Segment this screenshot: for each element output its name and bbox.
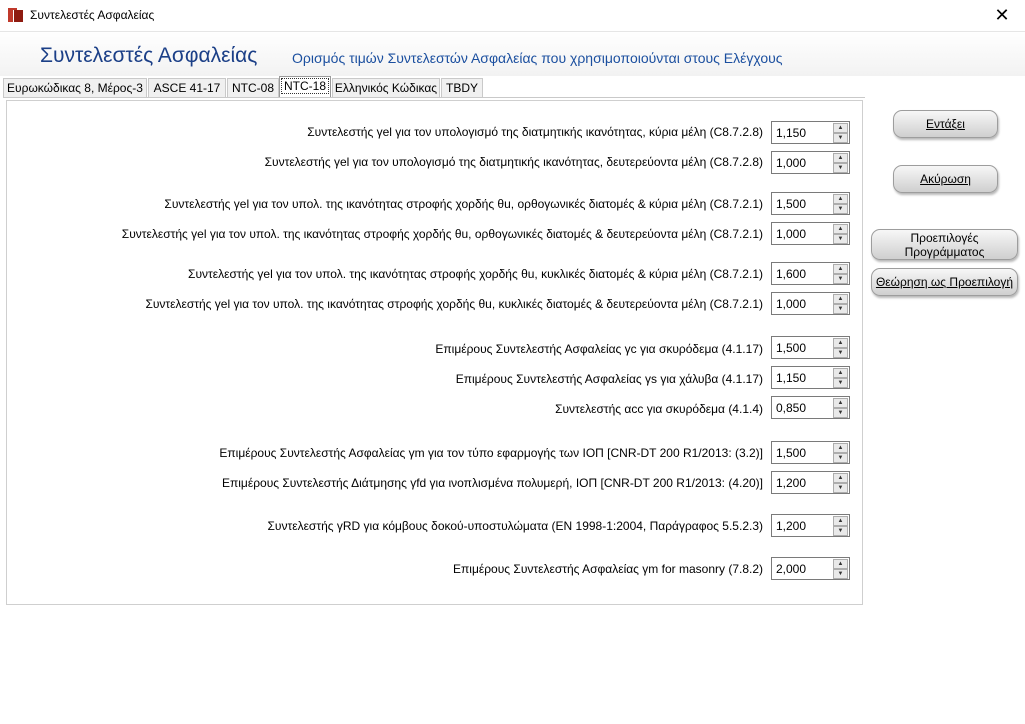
- spin-down-icon[interactable]: ▼: [833, 133, 848, 143]
- spin-up-icon[interactable]: ▲: [833, 264, 848, 274]
- page-subtitle: Ορισμός τιμών Συντελεστών Ασφαλείας που χρησιμοποιούνται στους Ελέγχους: [292, 50, 783, 66]
- tab-ntc08[interactable]: NTC-08: [227, 78, 279, 97]
- row-label: Συντελεστής γel για τον υπολ. της ικανότητας στροφής χορδής θu, κυκλικές διατομές & δευτερεύοντα μέλη (C8.7.2.1): [145, 297, 763, 311]
- app-icon: [8, 8, 22, 22]
- row-label: Επιμέρους Συντελεστής Ασφαλείας γm for masonry (7.8.2): [453, 562, 763, 576]
- row-label: Συντελεστής γel για τον υπολογισμό της διατμητικής ικανότητας, δευτερεύοντα μέλη (C8.7.2.8): [264, 155, 763, 169]
- spin-down-icon[interactable]: ▼: [833, 483, 848, 493]
- page-title: Συντελεστές Ασφαλείας: [40, 44, 258, 67]
- spin-down-icon[interactable]: ▼: [833, 526, 848, 536]
- spin-up-icon[interactable]: ▲: [833, 224, 848, 234]
- spin-down-icon[interactable]: ▼: [833, 569, 848, 579]
- spin-down-icon[interactable]: ▼: [833, 408, 848, 418]
- tab-asce41[interactable]: ASCE 41-17: [148, 78, 226, 97]
- spin-up-icon[interactable]: ▲: [833, 559, 848, 569]
- spin-down-icon[interactable]: ▼: [833, 204, 848, 214]
- row-label: Επιμέρους Συντελεστής Ασφαλείας γc για σκυρόδεμα (4.1.17): [435, 342, 763, 356]
- tab-ntc18[interactable]: NTC-18: [279, 76, 331, 98]
- factor-value[interactable]: 1,500: [776, 197, 807, 211]
- factor-spinbox[interactable]: [771, 557, 850, 580]
- spin-down-icon[interactable]: ▼: [833, 378, 848, 388]
- row-label: Συντελεστής γRD για κόμβους δοκού-υποστυλώματα (EN 1998-1:2004, Παράγραφος 5.5.2.3): [267, 519, 763, 533]
- factor-spinbox[interactable]: [771, 471, 850, 494]
- factor-value[interactable]: 1,200: [776, 519, 807, 533]
- spin-up-icon[interactable]: ▲: [833, 368, 848, 378]
- factor-value[interactable]: 1,500: [776, 341, 807, 355]
- spin-up-icon[interactable]: ▲: [833, 338, 848, 348]
- spin-up-icon[interactable]: ▲: [833, 443, 848, 453]
- factor-value[interactable]: 1,500: [776, 446, 807, 460]
- factor-spinbox[interactable]: [771, 336, 850, 359]
- row-label: Επιμέρους Συντελεστής Ασφαλείας γs για χάλυβα (4.1.17): [455, 372, 763, 386]
- row-label: Συντελεστής γel για τον υπολ. της ικανότητας στροφής χορδής θu, κυκλικές διατομές & κύρια μέλη (C8.7.2.1): [188, 267, 763, 281]
- factor-value[interactable]: 0,850: [776, 401, 807, 415]
- factor-spinbox[interactable]: [771, 396, 850, 419]
- spin-up-icon[interactable]: ▲: [833, 153, 848, 163]
- factor-value[interactable]: 2,000: [776, 562, 807, 576]
- spin-up-icon[interactable]: ▲: [833, 473, 848, 483]
- row-label: Επιμέρους Συντελεστής Ασφαλείας γm για τον τύπο εφαρμογής των ΙΟΠ [CNR-DT 200 R1/2013: (3.2)]: [219, 446, 763, 460]
- factor-spinbox[interactable]: [771, 121, 850, 144]
- row-label: Συντελεστής γel για τον υπολογισμό της διατμητικής ικανότητας, κύρια μέλη (C8.7.2.8): [307, 125, 763, 139]
- set-as-default-button[interactable]: Θεώρηση ως Προεπιλογή: [871, 268, 1018, 296]
- close-button[interactable]: ✕: [994, 5, 1010, 25]
- factor-spinbox[interactable]: [771, 262, 850, 285]
- spin-down-icon[interactable]: ▼: [833, 234, 848, 244]
- factor-value[interactable]: 1,150: [776, 126, 807, 140]
- factor-spinbox[interactable]: [771, 366, 850, 389]
- row-label: Συντελεστής γel για τον υπολ. της ικανότητας στροφής χορδής θu, ορθογωνικές διατομές & κύρια μέλη (C8.7.2.1): [164, 197, 763, 211]
- factor-spinbox[interactable]: [771, 192, 850, 215]
- row-label: Επιμέρους Συντελεστής Διάτμησης γfd για ινοπλισμένα πολυμερή, ΙΟΠ [CNR-DT 200 R1/2013: (4.20)]: [221, 476, 763, 490]
- factor-spinbox[interactable]: [771, 222, 850, 245]
- spin-up-icon[interactable]: ▲: [833, 398, 848, 408]
- tab-eurocode8[interactable]: Ευρωκώδικας 8, Μέρος-3: [3, 78, 147, 97]
- spin-up-icon[interactable]: ▲: [833, 294, 848, 304]
- spin-down-icon[interactable]: ▼: [833, 163, 848, 173]
- factor-value[interactable]: 1,000: [776, 297, 807, 311]
- program-defaults-button[interactable]: Προεπιλογές Προγράμματος: [871, 229, 1018, 260]
- spin-down-icon[interactable]: ▼: [833, 304, 848, 314]
- title-bar: [0, 0, 1025, 32]
- factor-value[interactable]: 1,600: [776, 267, 807, 281]
- tab-greek-code[interactable]: Ελληνικός Κώδικας: [332, 78, 440, 97]
- factor-value[interactable]: 1,200: [776, 476, 807, 490]
- spin-up-icon[interactable]: ▲: [833, 516, 848, 526]
- factor-spinbox[interactable]: [771, 514, 850, 537]
- spin-up-icon[interactable]: ▲: [833, 194, 848, 204]
- tab-tbdy[interactable]: TBDY: [441, 78, 483, 97]
- row-label: Συντελεστής αcc για σκυρόδεμα (4.1.4): [555, 402, 763, 416]
- factor-spinbox[interactable]: [771, 151, 850, 174]
- ok-button[interactable]: Εντάξει: [893, 110, 998, 138]
- window-title: Συντελεστές Ασφαλείας: [30, 8, 155, 22]
- spin-down-icon[interactable]: ▼: [833, 274, 848, 284]
- spin-up-icon[interactable]: ▲: [833, 123, 848, 133]
- row-label: Συντελεστής γel για τον υπολ. της ικανότητας στροφής χορδής θu, ορθογωνικές διατομές & δευτερεύοντα μέλη (C8.7.2.1): [121, 227, 763, 241]
- cancel-button[interactable]: Ακύρωση: [893, 165, 998, 193]
- factor-value[interactable]: 1,000: [776, 227, 807, 241]
- factor-value[interactable]: 1,000: [776, 156, 807, 170]
- factor-spinbox[interactable]: [771, 441, 850, 464]
- spin-down-icon[interactable]: ▼: [833, 348, 848, 358]
- tab-divider: [3, 97, 865, 98]
- factor-spinbox[interactable]: [771, 292, 850, 315]
- factor-value[interactable]: 1,150: [776, 371, 807, 385]
- spin-down-icon[interactable]: ▼: [833, 453, 848, 463]
